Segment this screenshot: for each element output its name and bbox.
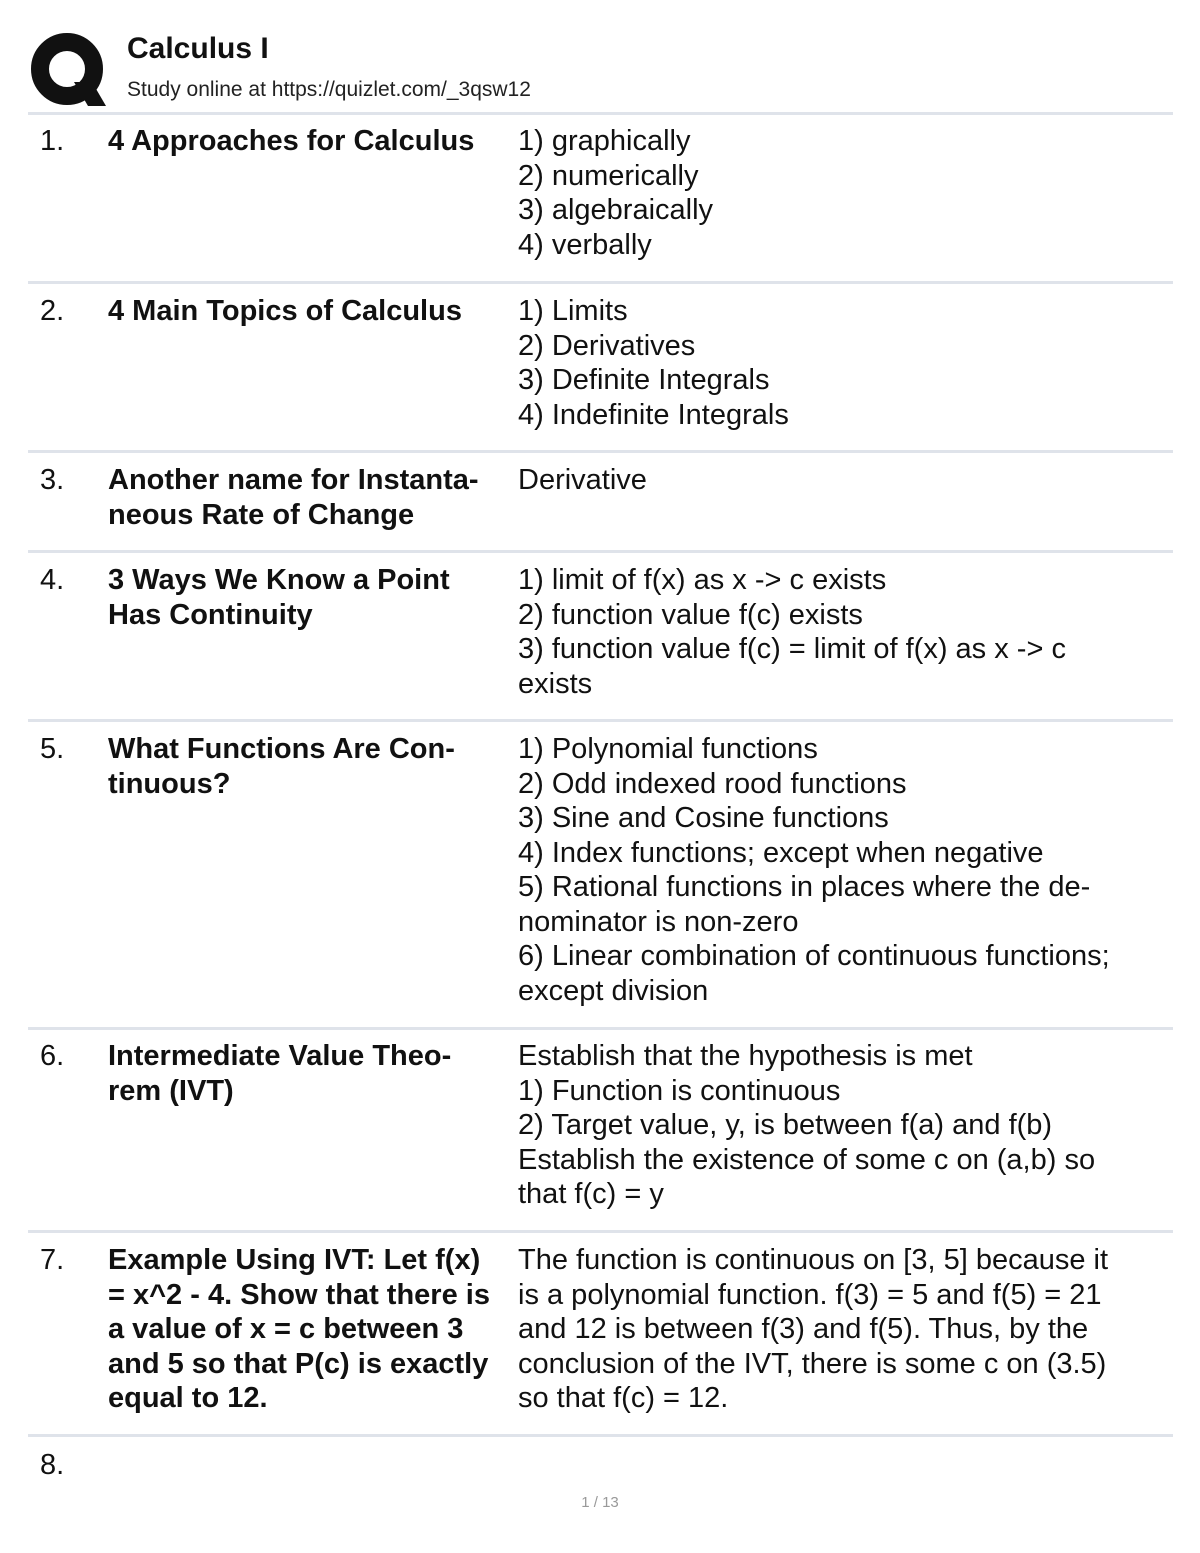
page-title: Calculus I	[127, 32, 269, 65]
term-line: rem (IVT)	[108, 1074, 234, 1107]
definition-line: 2) Derivatives	[518, 329, 696, 362]
divider	[28, 719, 1173, 722]
divider	[28, 281, 1173, 284]
definition-line: exists	[518, 667, 593, 700]
page-indicator: 1 / 13	[581, 1494, 619, 1511]
divider	[28, 1230, 1173, 1233]
divider	[28, 1027, 1173, 1030]
definition-line: that f(c) = y	[518, 1178, 664, 1210]
term-line: Intermediate Value Theo-	[108, 1040, 452, 1072]
definition-line: 1) limit of f(x) as x -> c exists	[518, 564, 887, 596]
card-definition	[518, 563, 1168, 701]
card-number: 5.	[40, 733, 65, 765]
definition-line: Establish the existence of some c on (a,b) so	[518, 1143, 1096, 1176]
term-line: 4 Approaches for Calculus	[108, 125, 475, 157]
card-number: 7.	[40, 1244, 65, 1276]
term-line: 3 Ways We Know a Point	[108, 564, 450, 596]
term-line: and 5 so that P(c) is exactly	[108, 1347, 489, 1380]
definition-line: 1) Limits	[518, 295, 628, 327]
card-term	[108, 1243, 513, 1416]
definition-line: 2) Target value, y, is between f(a) and f(b)	[518, 1109, 1053, 1141]
term-line: What Functions Are Con-	[108, 733, 455, 765]
definition-line: 1) Function is continuous	[518, 1074, 841, 1107]
term-line: neous Rate of Change	[108, 498, 415, 531]
definition-line: Establish that the hypothesis is met	[518, 1040, 973, 1072]
definition-line: 2) numerically	[518, 159, 699, 192]
definition-line: 3) Definite Integrals	[518, 364, 770, 396]
card-term	[108, 124, 513, 159]
definition-line: 3) algebraically	[518, 194, 714, 226]
card-number: 8.	[40, 1449, 65, 1481]
definition-line: 6) Linear combination of continuous functions;	[518, 940, 1110, 972]
card-term	[108, 463, 513, 532]
definition-line: 1) graphically	[518, 125, 691, 157]
divider	[28, 1434, 1173, 1437]
card-number: 3.	[40, 464, 65, 496]
definition-line: and 12 is between f(3) and f(5). Thus, by the	[518, 1313, 1089, 1345]
card-term	[108, 563, 513, 632]
definition-line: 1) Polynomial functions	[518, 733, 818, 765]
definition-line: except division	[518, 974, 709, 1007]
card-definition	[518, 1243, 1168, 1416]
term-line: = x^2 - 4. Show that there is	[108, 1278, 490, 1311]
definition-line: conclusion of the IVT, there is some c on (3.5)	[518, 1347, 1107, 1380]
quizlet-logo-icon	[30, 32, 106, 108]
card-number: 6.	[40, 1040, 65, 1072]
term-line: Example Using IVT: Let f(x)	[108, 1244, 481, 1276]
card-definition	[518, 124, 1168, 262]
term-line: Has Continuity	[108, 598, 313, 631]
card-number: 1.	[40, 125, 65, 157]
card-number: 4.	[40, 564, 65, 596]
definition-line: 2) function value f(c) exists	[518, 598, 863, 631]
term-line: tinuous?	[108, 767, 231, 800]
term-line: equal to 12.	[108, 1382, 268, 1414]
card-term	[108, 732, 513, 801]
definition-line: 4) Index functions; except when negative	[518, 836, 1044, 869]
card-definition	[518, 732, 1168, 1008]
definition-line: 2) Odd indexed rood functions	[518, 767, 907, 800]
divider	[28, 450, 1173, 453]
definition-line: 4) Indefinite Integrals	[518, 398, 789, 431]
definition-line: 3) Sine and Cosine functions	[518, 802, 889, 834]
definition-line: is a polynomial function. f(3) = 5 and f(5) = 21	[518, 1278, 1102, 1311]
term-line: a value of x = c between 3	[108, 1313, 464, 1345]
card-definition	[518, 463, 1168, 498]
divider	[28, 112, 1173, 115]
definition-line: 4) verbally	[518, 228, 652, 261]
definition-line: 3) function value f(c) = limit of f(x) as x -> c	[518, 633, 1066, 665]
definition-line: The function is continuous on [3, 5] because it	[518, 1244, 1109, 1276]
card-number: 2.	[40, 295, 65, 327]
page-header	[30, 28, 1172, 112]
definition-line: so that f(c) = 12.	[518, 1382, 729, 1414]
term-line: Another name for Instanta-	[108, 464, 479, 496]
card-term	[108, 1039, 513, 1108]
card-definition	[518, 1039, 1168, 1212]
term-line: 4 Main Topics of Calculus	[108, 295, 462, 327]
card-definition	[518, 294, 1168, 432]
definition-line: Derivative	[518, 464, 647, 496]
definition-line: nominator is non-zero	[518, 905, 799, 938]
divider	[28, 550, 1173, 553]
study-link-text: Study online at https://quizlet.com/_3qsw12	[127, 78, 531, 101]
definition-line: 5) Rational functions in places where the de-	[518, 871, 1091, 903]
card-term	[108, 294, 513, 329]
